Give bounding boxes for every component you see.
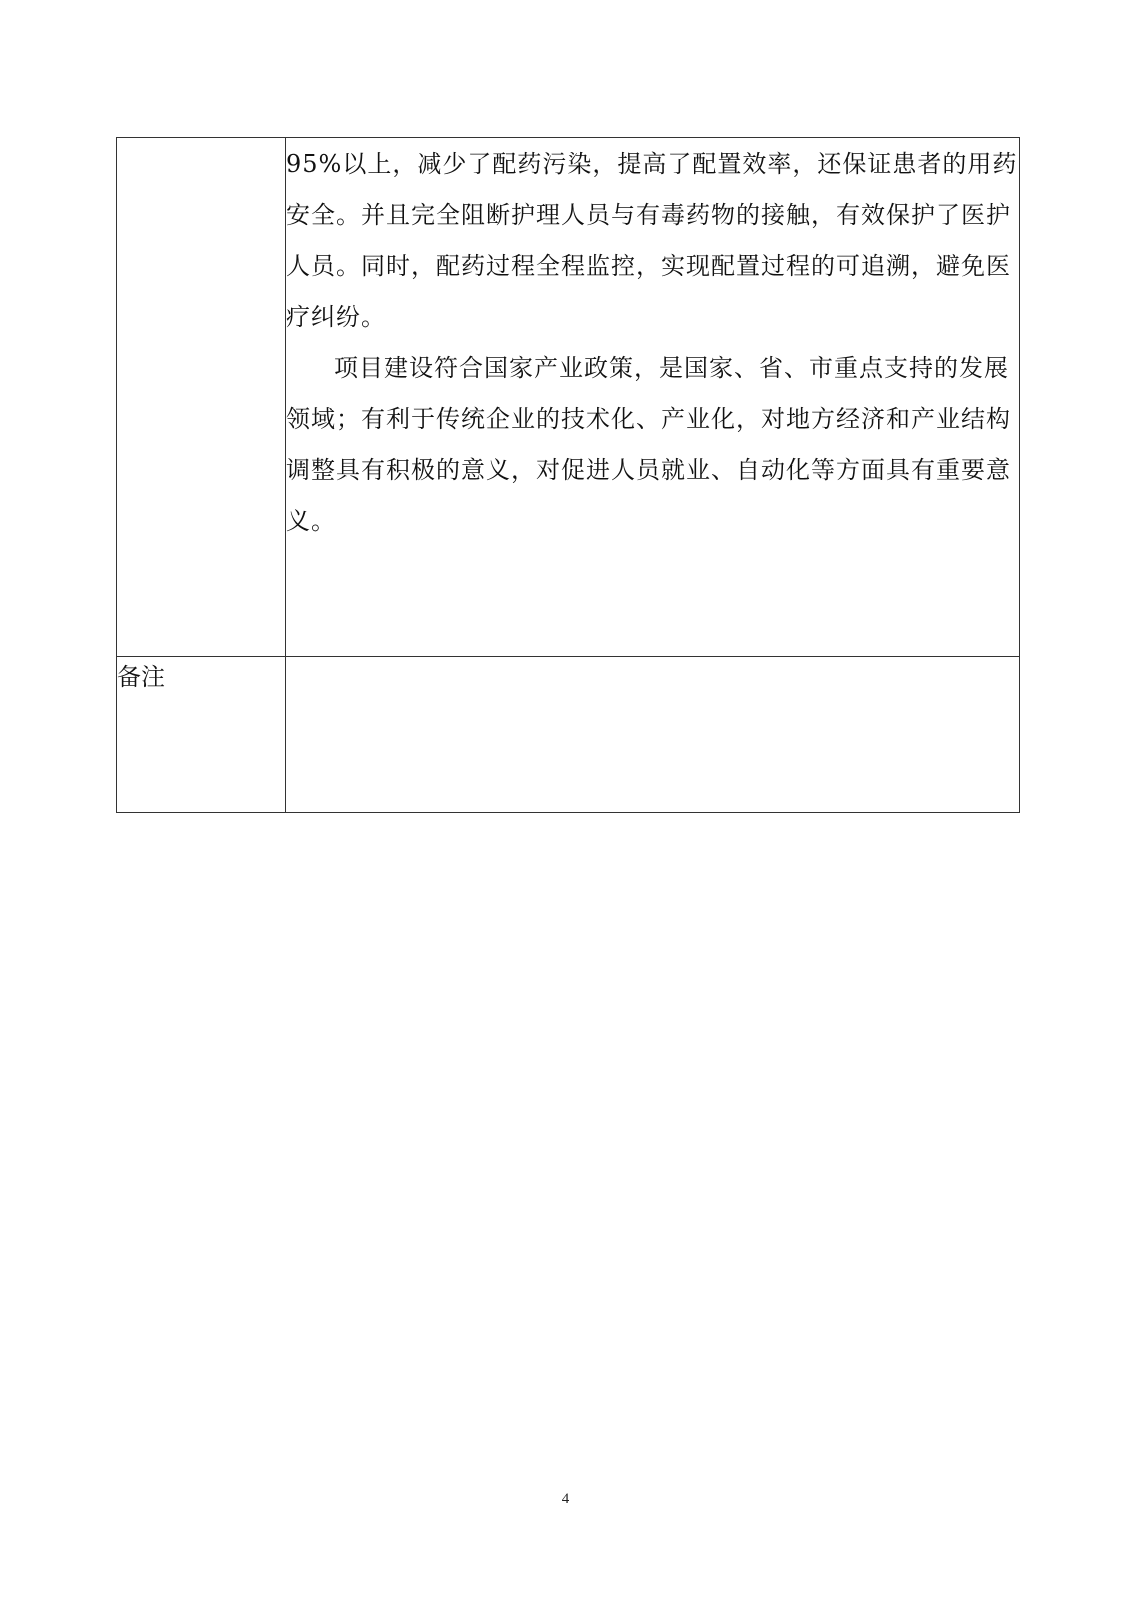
- table-row: [117, 138, 1020, 657]
- page-number: 4: [561, 1491, 570, 1507]
- table-row-remarks: [117, 657, 1020, 813]
- project-info-table: [116, 137, 1020, 813]
- content-paragraph-1: 95%以上，减少了配药污染，提高了配置效率，还保证患者的用药安全。并且完全阻断护理人员与有毒药物的接触，有效保护了医护人员。同时，配药过程全程监控，实现配置过程的可追溯，避免医疗纠纷。: [286, 150, 1018, 331]
- empty-label-cell: [117, 138, 286, 657]
- remarks-value-cell: [286, 657, 1020, 813]
- remarks-label: 备注: [117, 663, 165, 691]
- remarks-label-cell: [117, 657, 286, 813]
- content-cell: [286, 138, 1020, 657]
- content-paragraph-2: 项目建设符合国家产业政策，是国家、省、市重点支持的发展领域；有利于传统企业的技术化、产业化，对地方经济和产业结构调整具有积极的意义，对促进人员就业、自动化等方面具有重要意义。: [286, 354, 1011, 535]
